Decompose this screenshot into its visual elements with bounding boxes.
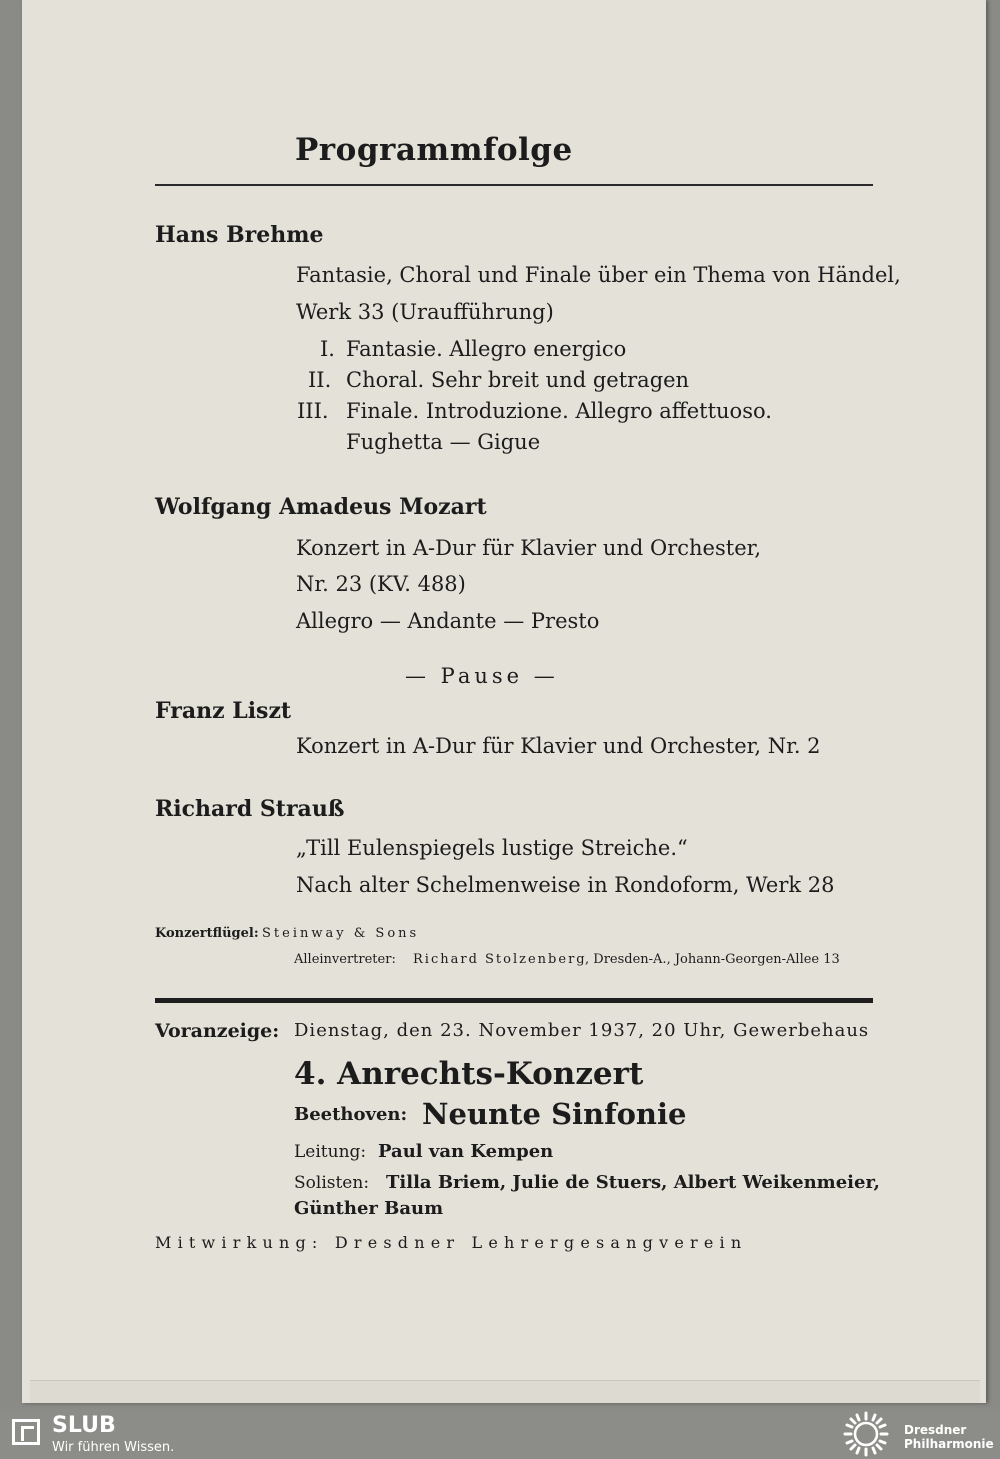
preview-concert-title: 4. Anrechts-Konzert xyxy=(294,1056,644,1092)
movement-text: Fughetta — Gigue xyxy=(346,430,541,454)
preview-composer: Beethoven: xyxy=(294,1104,408,1125)
movement-text: Choral. Sehr breit und getragen xyxy=(346,368,690,392)
representative-label: Alleinvertreter: xyxy=(294,952,396,967)
movement-text: Fantasie. Allegro energico xyxy=(346,337,627,361)
work-brehme-line2: Werk 33 (Uraufführung) xyxy=(296,300,554,324)
participation-line: Mitwirkung: Dresdner Lehrergesangverein xyxy=(155,1233,748,1252)
composer-strauss: Richard Strauß xyxy=(155,796,345,822)
piano-label: Konzertflügel: xyxy=(155,926,259,941)
work-mozart-line1: Konzert in A-Dur für Klavier und Orchester, xyxy=(296,536,762,560)
page-title: Programmfolge xyxy=(295,132,573,168)
library-name[interactable]: SLUB xyxy=(52,1413,116,1438)
work-mozart-line2: Nr. 23 (KV. 488) xyxy=(296,572,466,596)
slub-logo-icon[interactable] xyxy=(12,1419,40,1445)
conductor-name: Paul van Kempen xyxy=(378,1141,554,1162)
work-liszt-line1: Konzert in A-Dur für Klavier und Orchester, Nr. 2 xyxy=(296,734,821,758)
philharmonie-logo-icon[interactable] xyxy=(842,1410,890,1458)
preview-date: Dienstag, den 23. November 1937, 20 Uhr, Gewerbehaus xyxy=(294,1020,870,1041)
soloists-names-line1: Tilla Briem, Julie de Stuers, Albert Weikenmeier, xyxy=(386,1172,880,1193)
library-slogan: Wir führen Wissen. xyxy=(52,1440,175,1455)
partner-name-line2: Philharmonie xyxy=(904,1437,994,1451)
work-strauss-line1: „Till Eulenspiegels lustige Streiche.“ xyxy=(296,836,688,860)
composer-mozart: Wolfgang Amadeus Mozart xyxy=(155,494,487,520)
soloists-names-line2: Günther Baum xyxy=(294,1198,444,1219)
footer-bar xyxy=(0,1409,1000,1459)
representative-address: , Dresden-A., Johann-Georgen-Allee 13 xyxy=(585,952,840,967)
section-divider xyxy=(155,998,873,1003)
work-mozart-line3: Allegro — Andante — Presto xyxy=(296,609,600,633)
work-brehme-line1: Fantasie, Choral und Finale über ein Thema von Händel, xyxy=(296,263,901,287)
representative-name: Richard Stolzenberg xyxy=(413,952,587,967)
sheet-edge xyxy=(30,1380,980,1403)
preview-label: Voranzeige: xyxy=(155,1020,280,1042)
movement-number: III. xyxy=(297,399,329,423)
work-strauss-line2: Nach alter Schelmenweise in Rondoform, Werk 28 xyxy=(296,873,835,897)
title-divider xyxy=(155,184,873,186)
movement-number: I. xyxy=(320,337,335,361)
movement-number: II. xyxy=(308,368,332,392)
soloists-label: Solisten: xyxy=(294,1173,370,1193)
intermission-label: — Pause — xyxy=(405,664,559,688)
composer-liszt: Franz Liszt xyxy=(155,698,292,724)
partner-name-line1: Dresdner xyxy=(904,1423,967,1437)
composer-brehme: Hans Brehme xyxy=(155,222,324,248)
piano-brand: Steinway & Sons xyxy=(262,926,420,941)
conductor-label: Leitung: xyxy=(294,1142,367,1162)
preview-work: Neunte Sinfonie xyxy=(422,1097,687,1131)
movement-text: Finale. Introduzione. Allegro affettuoso. xyxy=(346,399,772,423)
